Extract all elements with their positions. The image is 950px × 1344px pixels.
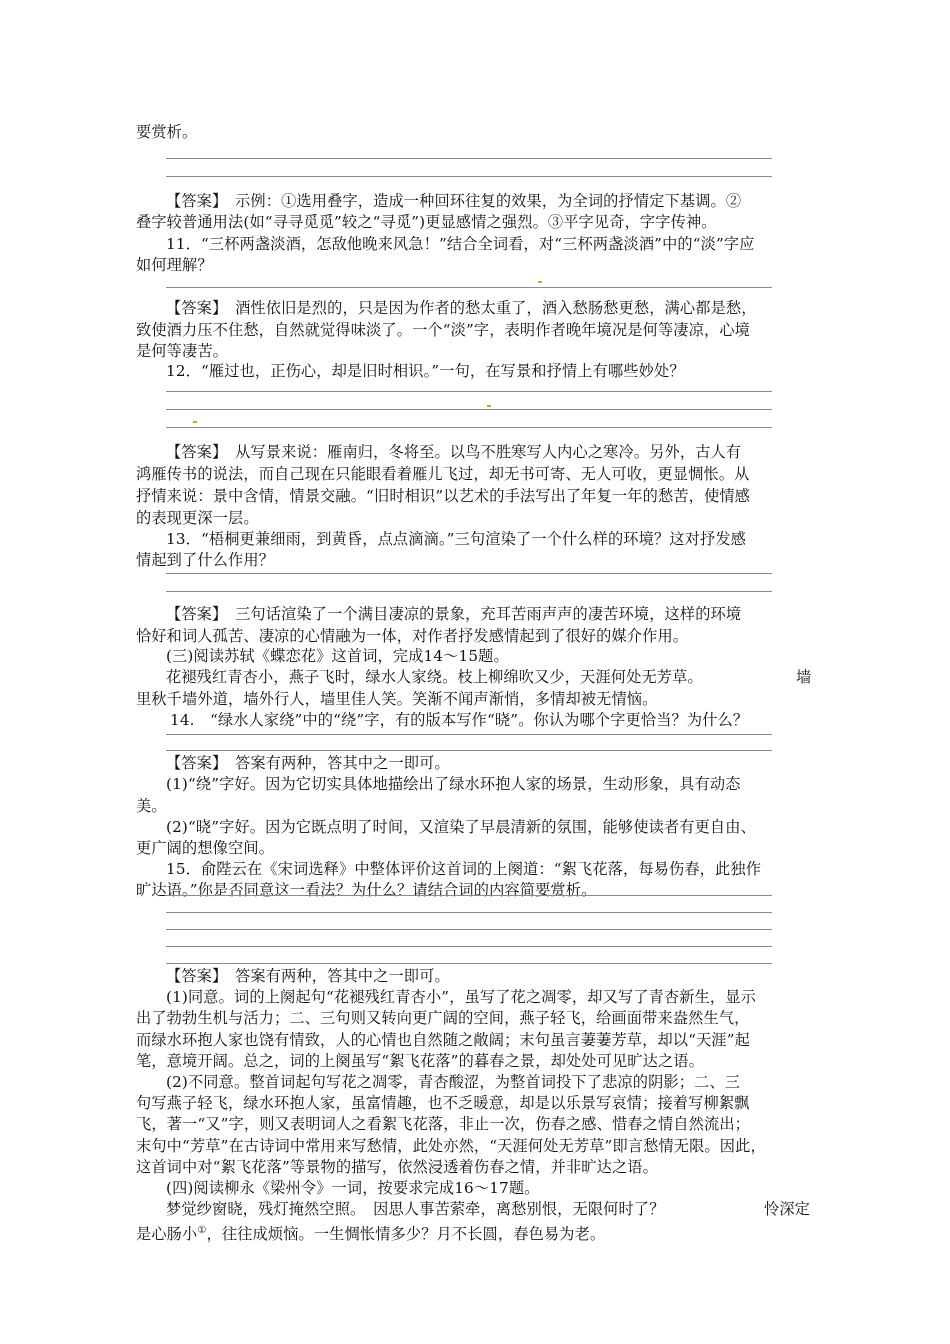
answer-line: 鸿雁传书的说法，而自己现在只能眼看着雁儿飞过，却无书可寄、无人可收，更显惆怅。从 (136, 465, 750, 483)
answer-line: 【答案】 从写景来说：雁南归，冬将至。以鸟不胜寒写人内心之寒冷。另外，古人有 (166, 443, 742, 461)
question-line: 11．“三杯两盏淡酒，怎敌他晚来风急！”结合全词看，对“三杯两盏淡酒”中的“淡”字应 (166, 235, 755, 253)
section-heading: (四)阅读柳永《梁州令》一词，按要求完成16～17题。 (166, 1179, 540, 1197)
answer-line: 【答案】 三句话渲染了一个满目凄凉的景象，充耳苦雨声声的凄苦环境，这样的环境 (166, 605, 742, 623)
answer-line: 抒情来说：景中含情，情景交融。“旧时相识”以艺术的手法写出了年复一年的愁苦，使情感 (136, 487, 750, 505)
answer-line: 叠字较普通用法(如“寻寻觅觅”较之“寻觅”)更显感情之强烈。③平字见奇，字字传神。 (136, 213, 717, 231)
answer-line: 【答案】 示例：①选用叠字，造成一种回环往复的效果，为全词的抒情定下基调。② (166, 192, 742, 210)
ink-speck (487, 405, 491, 407)
question-line: 如何理解？ (136, 256, 213, 274)
answer-blank-line (166, 946, 772, 947)
answer-blank-line (166, 427, 772, 428)
poem-line (136, 1220, 816, 1245)
poem-line: 里秋千墙外道，墙外行人，墙里佳人笑。笑渐不闻声渐悄，多情却被无情恼。 (136, 690, 658, 708)
answer-blank-line (166, 963, 772, 964)
question-line: 旷达语。”你是否同意这一看法？为什么？请结合词的内容简要赏析。 (136, 881, 597, 899)
answer-line: (2)“晓”字好。因为它既点明了时间，又渲染了早晨清新的氛围，能够使读者有更自由、 (166, 818, 756, 836)
answer-line: 【答案】 答案有两种，答其中之一即可。 (166, 967, 450, 985)
answer-line: 而绿水环抱人家也饶有情致，人的心情也自然随之敞阔；末句虽言萋萋芳草，却以“天涯”起 (136, 1031, 750, 1049)
answer-blank-line (166, 912, 772, 913)
answer-blank-line (166, 750, 772, 751)
answer-blank-line (166, 895, 772, 896)
answer-line: 致使酒力压不住愁，自然就觉得味淡了。一个“淡”字，表明作者晚年境况是何等凄凉，心境 (136, 321, 750, 339)
answer-blank-line (166, 573, 772, 574)
ink-speck (538, 281, 542, 283)
poem-text: 是心肠小 (136, 1225, 198, 1243)
question-line: 15．俞陛云在《宋词选释》中整体评价这首词的上阕道：“絮飞花落，每易伤春，此独作 (166, 860, 762, 878)
answer-line: 【答案】 酒性依旧是烈的，只是因为作者的愁太重了，酒入愁肠愁更愁，满心都是愁， (166, 299, 757, 317)
question-line: 12．“雁过也，正伤心，却是旧时相识。”一句，在写景和抒情上有哪些妙处？ (166, 362, 685, 380)
answer-line: 出了勃勃生机与活力；二、三句则又转向更广阔的空间，燕子轻飞，给画面带来盎然生气， (136, 1009, 750, 1027)
answer-line: 飞，著一“又”字，则又表明词人之看絮飞花落，非止一次，伤春之感、惜春之情自然流出； (136, 1115, 750, 1133)
answer-line: 末句中“芳草”在古诗词中常用来写愁情，此处亦然，“天涯何处无芳草”即言愁情无限。因此， (136, 1137, 766, 1155)
footnote-marker: ① (197, 1225, 207, 1236)
ink-speck (193, 421, 197, 423)
answer-line: 是何等凄苦。 (136, 342, 229, 360)
question-line: 13．“梧桐更兼细雨，到黄昏，点点滴滴。”三句渲染了一个什么样的环境？这对抒发感 (166, 530, 747, 548)
poem-line: 花褪残红青杏小，燕子飞时，绿水人家绕。枝上柳绵吹又少，天涯何处无芳草。 (166, 668, 703, 686)
answer-line: 恰好和词人孤苦、凄凉的心情融为一体，对作者抒发感情起到了很好的媒介作用。 (136, 627, 689, 645)
answer-line: 的表现更深一层。 (136, 509, 259, 527)
poem-line: 梦觉纱窗晓，残灯掩然空照。 因思人事苦萦牵，离愁别恨，无限何时了？ (166, 1200, 665, 1218)
answer-line: (2)不同意。整首词起句写花之凋零，青杏酸涩，为整首词投下了悲凉的阴影；二、三 (166, 1073, 741, 1091)
section-heading: (三)阅读苏轼《蝶恋花》这首词，完成14～15题。 (166, 647, 509, 665)
answer-blank-line (166, 591, 772, 592)
answer-line: 更广阔的想像空间。 (136, 839, 275, 857)
answer-line: (1)同意。词的上阕起句“花褪残红青杏小”，虽写了花之凋零，却又写了青杏新生，显示 (166, 988, 756, 1006)
answer-blank-line (166, 409, 772, 410)
question-line: 情起到了什么作用？ (136, 551, 275, 569)
answer-blank-line (166, 287, 772, 288)
answer-line: 这首词中对“絮飞花落”等景物的描写，依然浸透着伤春之情，并非旷达之语。 (136, 1158, 658, 1176)
answer-blank-line (166, 734, 772, 735)
question-line: 14. “绿水人家绕”中的“绕”字，有的版本写作“晓”。你认为哪个字更恰当？为什么？ (170, 711, 749, 729)
answer-blank-line (166, 929, 772, 930)
answer-blank-line (166, 391, 772, 392)
text-line: 要赏析。 (136, 123, 198, 141)
answer-line: (1)“绕”字好。因为它切实具体地描绘出了绿水环抱人家的场景，生动形象，具有动态 (166, 775, 741, 793)
poem-text: ，往往成烦恼。一生惆怅情多少？月不长圆，春色易为老。 (206, 1225, 606, 1243)
answer-line: 句写燕子轻飞，绿水环抱人家，虽富情趣，也不乏暖意，却是以乐景写哀情；接着写柳絮飘 (136, 1094, 750, 1112)
poem-line: 怜深定 (764, 1200, 811, 1218)
answer-line: 【答案】 答案有两种，答其中之一即可。 (166, 754, 450, 772)
answer-blank-line (166, 176, 772, 177)
answer-line: 美。 (136, 797, 167, 815)
answer-blank-line (166, 158, 772, 159)
answer-line: 笔，意境开阔。总之，词的上阕虽写“絮飞花落”的暮春之景，却处处可见旷达之语。 (136, 1052, 704, 1070)
poem-line: 墙 (796, 668, 812, 686)
